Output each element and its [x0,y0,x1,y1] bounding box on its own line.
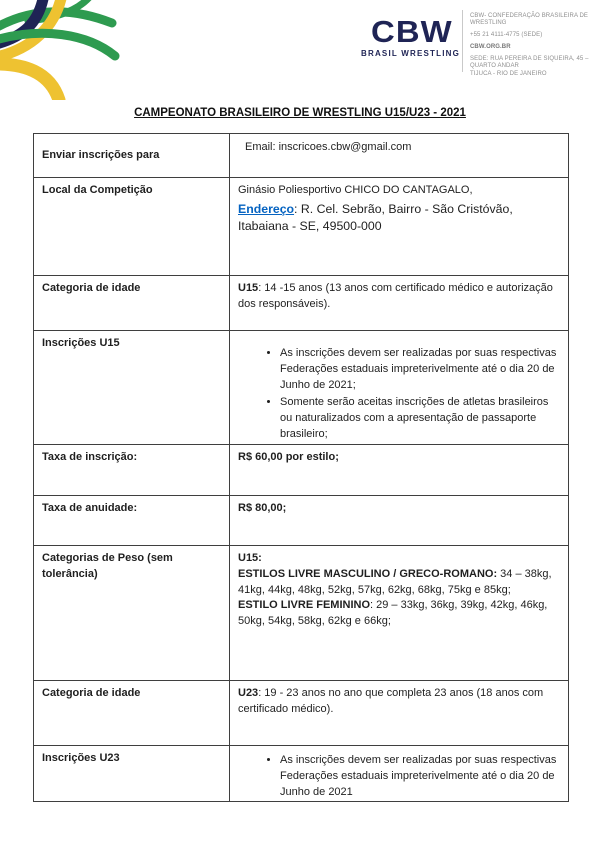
row-label-enviar: Enviar inscrições para [34,134,230,178]
table-row-local [34,178,569,276]
contact-website: CBW.ORG.BR [470,44,511,50]
age-category-term-u15: U15 [238,282,259,294]
u15-rules-list [238,346,560,443]
venue-address [238,201,560,234]
age-category-desc-u15: : 14 -15 anos (13 anos com certificado médico e autorização dos responsáveis). [238,282,553,310]
u23-rules-list [238,753,560,801]
weights-feminine-label: ESTILO LIVRE FEMININO [238,599,371,612]
letterhead-contact-block [470,13,597,83]
row-value-local [230,178,569,276]
table-row-taxa-anuidade [34,495,569,545]
header-divider [462,10,463,72]
row-value-taxa-inscricao: R$ 60,00 por estilo; [230,444,569,495]
row-label-taxa-inscricao: Taxa de inscrição: [34,444,230,495]
weights-masculine-line [238,567,560,599]
row-value-inscricoes-u23 [230,745,569,802]
table-row-idade-u23 [34,680,569,745]
weights-masculine-values: 34 – 38kg, 41kg, 44kg, 48kg, 52kg, 57kg, 62kg, 68kg, 75kg e 85kg; [238,567,552,596]
venue-name: Ginásio Poliesportivo CHICO DO CANTAGALO, [238,184,473,196]
list-item: • As inscrições devem ser realizadas por suas respectivas Federações estaduais impreterivelmente até o dia 20 de Junho de 2021 [280,753,558,801]
list-item: • Somente serão aceitas inscrições de atletas brasileiros ou naturalizados com a apresentação de passaporte brasileiro; [280,395,558,443]
row-label-taxa-anuidade: Taxa de anuidade: [34,495,230,545]
weights-feminine-line [238,598,560,630]
age-category-desc-u23: : 19 - 23 anos no ano que completa 23 anos (18 anos com certificado médico). [238,686,544,715]
weights-feminine-values: : 29 – 33kg, 36kg, 39kg, 42kg, 46kg, 50kg, 54kg, 58kg, 62kg e 66kg; [238,599,548,628]
weights-masculine-label: ESTILOS LIVRE MASCULINO / GRECO-ROMANO: [238,567,498,580]
contact-phone: +55 21 4111-4775 (SEDE) [470,32,543,38]
table-row-enviar [34,134,569,178]
row-label-local: Local da Competição [34,178,230,276]
inscription-email: Email: inscricoes.cbw@gmail.com [245,141,412,153]
cbw-logo-subtitle: BRASIL WRESTLING [361,49,461,58]
row-value-taxa-anuidade: R$ 80,00; [230,495,569,545]
table-row-inscricoes-u15 [34,331,569,445]
document-title: CAMPEONATO BRASILEIRO DE WRESTLING U15/U23 - 2021 [134,107,466,119]
weights-heading: U15: [238,551,262,564]
info-table [33,133,569,802]
contact-federation-name: CBW- CONFEDERAÇÃO BRASILEIRA DE WRESTLING [470,13,589,26]
row-label-idade-u23: Categoria de idade [34,680,230,745]
table-row-pesos [34,545,569,680]
row-value-pesos [230,545,569,680]
brand-swoosh-logo [0,0,140,100]
contact-address-line2: TIJUCA - RIO DE JANEIRO [470,71,547,77]
row-label-inscricoes-u15: Inscrições U15 [34,331,230,445]
table-row-taxa-inscricao [34,444,569,495]
address-text: : R. Cel. Sebrão, Bairro - São Cristóvão, Itabaiana - SE, 49500-000 [238,201,513,233]
row-label-idade-u15: Categoria de idade [34,276,230,331]
list-item: • As inscrições devem ser realizadas por suas respectivas Federações estaduais impreterivelmente até o dia 20 de Junho de 2021; [280,346,558,394]
age-category-term-u23: U23 [238,686,259,699]
cbw-wordmark: CBW [371,14,453,49]
row-value-idade-u15 [230,276,569,331]
row-value-enviar [230,134,569,178]
table-row-inscricoes-u23 [34,745,569,802]
row-label-pesos: Categorias de Peso (sem tolerância) [34,545,230,680]
row-label-inscricoes-u23: Inscrições U23 [34,745,230,802]
contact-address-line1: SEDE: RUA PEREIRA DE SIQUEIRA, 45 – QUARTO ANDAR [470,56,589,69]
row-value-inscricoes-u15 [230,331,569,445]
row-value-idade-u23 [230,680,569,745]
address-link[interactable]: Endereço [238,201,295,216]
table-row-idade-u15 [34,276,569,331]
cbw-logo [361,14,461,58]
